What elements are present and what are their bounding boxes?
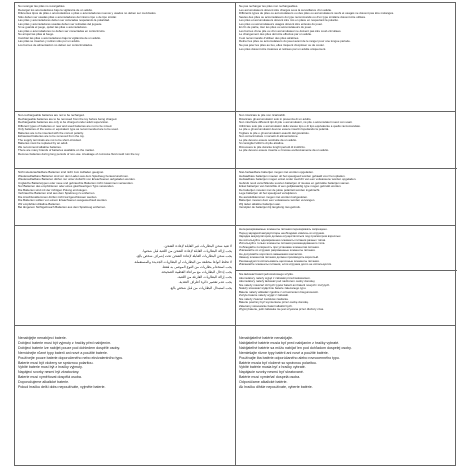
warning-line: Herlaadbare batterijen mogen enkel onder toezicht van een volwassene worden opgeladen. xyxy=(239,178,357,182)
warning-line: Les bornes d'une pile ou d'un accumulateur ne doivent pas être court-circuitées. xyxy=(239,29,342,33)
warning-line: Používajte iba batérie odporúčaného alebo rovnocenného typu. xyxy=(239,355,340,360)
warning-line: لا تعيد شحن البطاريات غير القابلة لإعادة الشحن. xyxy=(163,244,232,248)
warning-line: Le pile e gli accumulatori devono essere inseriti rispettando la polarità. xyxy=(239,128,329,132)
warning-line: Pokud hračku delší dobu nepoužíváte, vyjměte baterie. xyxy=(18,385,106,390)
warning-line: Dobíjecí baterie lze nabíjet pouze pod dohledem dospělé osoby. xyxy=(18,345,121,350)
warning-line: Rechargeable batteries are only to be charged under adult supervision. xyxy=(18,121,109,125)
warning-line: Извлекайте из игрушки разряженные элементы питания. xyxy=(239,249,316,253)
warning-line: Only batteries of the same or equivalent type as recommended are to be used. xyxy=(18,128,119,132)
warning-line: Gebruik nooit verschillende soorten batterijen of nieuwe en gebruikte batterijen samen. xyxy=(239,181,350,185)
warning-line: Nabíjateľné batérie sa môžu nabíjať len pod dohľadom dospelej osoby. xyxy=(239,345,352,350)
warning-line: يجب إدخال البطاريات مع مراعاة القطبية الصحيحة. xyxy=(160,270,232,275)
warning-line: Ricaricare gli accumulatori solo in presenza di un adulto. xyxy=(239,117,312,121)
warning-line: Sólo deben ser usadas pilas o acumuladores del mismo tipo o de tipo similar. xyxy=(18,15,117,19)
warning-line: En fin de partie, ôter les piles ou accumulateurs du jouet. xyxy=(239,26,312,30)
warning-line: Nemiešajte rôzne typy batérií ani nové a použité batérie. xyxy=(239,350,329,355)
warning-line: Замену элементов питания должен производить взрослый. xyxy=(239,256,319,260)
warning-line: Exhausted batteries are to be removed from the toy. xyxy=(18,135,85,139)
warning-line: Не допускайте короткого замыкания контактов. xyxy=(239,252,303,256)
warning-line: Seules des piles ou accumulateurs du type recommandé ou d'un type similaire doivent être utilisés. xyxy=(239,15,366,19)
warning-line: Nur Batterien des empfohlenen oder eines gleichwertigen Typs verwenden. xyxy=(18,185,115,189)
warning-line: There are many brands of batteries available on the market. xyxy=(18,149,95,153)
warning-line: Akumulatory należy wyjąć z zabawki przed ładowaniem. xyxy=(239,276,311,280)
warning-line: Rimuovere le pile durante lunghi periodi di inutilizzo. xyxy=(239,145,306,149)
warning-line: Nenabíjejte nenabíjecí baterie. xyxy=(18,336,67,340)
warning-line: Verwijder de batterijen bij langdurig niet-gebruik. xyxy=(239,206,301,210)
warning-line: Należy stosować wyłącznie baterie zalecanego typu. xyxy=(239,287,307,291)
section-ar xyxy=(15,226,235,325)
warning-line: De batterijen moeten met de juiste polariteit worden ingebracht. xyxy=(239,188,321,192)
warning-line: Le changement des piles doit être effectué par un adulte. xyxy=(239,33,312,37)
warning-line: يجب شحن البطاريات القابلة لإعادة الشحن تحت إشراف شخص بالغ. xyxy=(136,254,232,259)
warning-line: Batteries must be replaced by an adult. xyxy=(18,142,69,146)
warning-line: Différents types de piles ou accumulateurs ou des piles ou accumulateurs neufs et usagés ne doivent pas être mélangés. xyxy=(239,12,395,16)
warning-line: Las pilas y acumuladores deben ser colocadas respetando la polaridad. xyxy=(18,19,110,23)
warning-line: Извлекайте элементы питания, если игрушка долго не используется. xyxy=(239,263,332,267)
warning-line: Cambiar las pilas o acumuladores bajo la vigilancia de un adulto. xyxy=(18,36,102,40)
warning-line: Las pilas y acumuladores usadas deben ser retiradas del juguete. xyxy=(18,22,103,26)
warning-line: Nemíchejte různé typy baterií ani nové a použité baterie. xyxy=(18,350,108,355)
warning-line: يجب إزالة البطاريات الفارغة من اللعبة. xyxy=(177,275,232,280)
warning-line: Wyjmij baterie, jeśli zabawka nie jest używana przez dłuższy czas. xyxy=(239,308,324,312)
warning-line: Wiederaufladbare Batterien dürfen nur unter Aufsicht von Erwachsenen aufgeladen werden. xyxy=(18,178,136,182)
warning-line: Vybité baterie musí být z hračky vyjmuty. xyxy=(18,365,83,370)
warning-line: Baterie należy wkładać zgodnie z oznaczeniem biegunowości. xyxy=(239,290,319,294)
warning-line: لا تخلط أنواعا مختلفة من البطاريات أو البطاريات الجديدة والمستعملة. xyxy=(133,259,232,264)
warning-line: Odporúčame alkalické batérie. xyxy=(239,380,288,385)
warning-line: Неперезаряжаемые элементы питания перезаряжать запрещено. xyxy=(239,228,328,231)
warning-line: Remove batteries during long periods of non-use. A leakage of corrosive fluid could ruin the toy. xyxy=(18,153,140,157)
warning-line: Rechargeable batteries are to be removed from the toy before being charged. xyxy=(18,117,118,121)
warning-line: Verbrauchte Batterien sind aus dem Spielzeug zu entfernen. xyxy=(18,192,96,196)
warning-line: Batteries are to be inserted with the correct polarity. xyxy=(18,131,84,135)
warning-line: Enkel batterijen van hetzelfde of een gelijkwaardig type mogen gebruikt worden. xyxy=(239,185,342,189)
warning-line: Le pile devono essere sostituite da un adulto. xyxy=(239,138,298,142)
warning-line: Ne pas recharger les piles non rechargeables. xyxy=(239,5,299,8)
warning-line: De aansluitklemmen mogen niet worden kortgesloten. xyxy=(239,195,308,199)
warning-line: Nie ładować baterii jednorazowego użytku. xyxy=(239,273,294,276)
warning-line: يجب عدم تقصير دائرة أطراف التغذية. xyxy=(178,280,232,285)
warning-line: Non-rechargeable batteries are not to be recharged. xyxy=(18,114,85,117)
warning-line: Используйте только элементы питания рекомендованного типа. xyxy=(239,242,326,246)
warning-line: Si consiglia l'utilizzo di pile alcaline. xyxy=(239,142,285,146)
warning-line: Nenabíjateľné batérie nenabíjajte. xyxy=(239,336,293,340)
warning-line: Los bornes de alimentación no deben ser cortocircuitados. xyxy=(18,44,93,48)
warning-line: Togliere le pile o gli accumulatori esauriti dal giocattolo. xyxy=(239,131,310,135)
warning-line: Соблюдайте полярность при установке элементов питания. xyxy=(239,245,320,249)
section-sk xyxy=(236,326,457,467)
warning-line: Les piles ou accumulateurs usagés doivent être enlevés du jouet. xyxy=(239,22,323,26)
warning-line: Die Anschlussklemmen dürfen nicht kurzgeschlossen werden. xyxy=(18,195,98,199)
warning-line: Používejte pouze baterie doporučeného nebo ekvivalentního typu. xyxy=(18,355,124,360)
warning-line: Doporučujeme alkalické baterie. xyxy=(18,380,70,385)
warning-line: Si se guarda el juego, quitar las pilas o acumuladores. xyxy=(18,26,88,30)
warning-line: Zużyte baterie należy wyjąć z zabawki. xyxy=(239,294,289,298)
warning-line: Batérie musia byť vložené so správnou polaritou. xyxy=(239,360,317,365)
warning-line: Akumulatory należy ładować pod nadzorem osoby dorosłej. xyxy=(239,280,316,284)
warning-line: Die Batterien sollten von einem Erwachsenen ausgewechselt werden. xyxy=(18,199,108,203)
warning-line: Non ricaricare le pile non ricaricabili. xyxy=(239,114,286,117)
warning-line: Las pilas o acumuladores no deben ser conectadas en cortocircuito. xyxy=(18,29,106,33)
warning-line: Il est recommandé d'utiliser des piles alcalines. xyxy=(239,36,300,40)
warning-line: Baterie musí být vloženy se správnou polaritou. xyxy=(18,360,94,365)
warning-line: Wir empfehlen Alkaline-Batterien. xyxy=(18,202,61,206)
warning-line: Ne pas jeter les piles au feu, elles risquent d'exploser ou de couler. xyxy=(239,44,325,48)
warning-line: Baterie powinny być wymieniane przez osobę dorosłą. xyxy=(239,301,309,305)
warning-line: Herlaadbare batterijen moeten uit het speelgoed worden gehaald voor het opladen. xyxy=(239,174,346,178)
warning-line: Nie należy mieszać różnych typów baterii ani baterii nowych i zużytych. xyxy=(239,283,331,287)
warning-line: Die Batterien sind mit der richtigen Polung einzulegen. xyxy=(18,188,88,192)
warning-line: Diferentes tipos de pilas o acumuladores o pilas o acumuladores nuevos y usados no deben ser mezclados. xyxy=(18,12,157,16)
warning-line: Non mischiare differenti tipi di pile o accumulatori, né pile o accumulatori nuovi con usati. xyxy=(239,121,353,125)
battery-warning-sheet xyxy=(14,2,456,466)
warning-line: Batérie musí vymieňať dospelá osoba. xyxy=(239,375,301,380)
warning-line: Зарядка аккумуляторов должна осуществляться под присмотром взрослых. xyxy=(239,235,342,239)
section-it xyxy=(236,112,457,168)
warning-line: Vybité batérie musia byť z hračky vybraté. xyxy=(239,365,306,370)
warning-line: Napájacie svorky nesmú byť skratované. xyxy=(239,370,304,375)
warning-line: Nie należy zwierać zacisków zasilania. xyxy=(239,297,289,301)
warning-line: Batterijen moeten door een volwassene worden vervangen. xyxy=(239,199,316,203)
section-fr xyxy=(236,3,457,111)
warning-line: يجب استبدال البطاريات من قبل شخص بالغ. xyxy=(169,285,232,290)
warning-line: Перед зарядкой аккумуляторы необходимо извлечь из игрушки. xyxy=(239,231,325,235)
warning-line: Zalecamy stosowanie baterii alkalicznych. xyxy=(239,304,293,308)
section-nl xyxy=(236,169,457,225)
warning-line: Utilizzare solo pile o accumulatori dello stesso tipo o di tipo equivalente a quello raccomandato. xyxy=(239,124,361,128)
warning-line: Nabíjateľné batérie musia byť pred nabíjaním z hračky vybraté. xyxy=(239,340,340,345)
warning-line: Niet-herlaadbare batterijen mogen niet worden opgeladen. xyxy=(239,171,314,174)
warning-line: Les piles doivent être insérées et retirées par un adulte uniquement. xyxy=(239,47,327,51)
warning-line: Les accumulateurs doivent être chargés sous la surveillance d'un adulte. xyxy=(239,8,332,12)
warning-line: Retirer les piles ou accumulateurs du jouet avant de le ranger pour une longue période. xyxy=(239,40,351,44)
section-es xyxy=(15,3,235,111)
warning-line: Las pilas se insertan y retiran sólo por un adulto. xyxy=(18,40,81,44)
section-pl xyxy=(236,271,457,325)
section-cs xyxy=(15,326,235,467)
warning-line: Dobíjecí baterie musí být vyjmuty z hračky před nabíjením. xyxy=(18,340,112,345)
warning-line: Les piles et accumulateurs doivent être mis en place en respectant la polarité. xyxy=(239,19,339,23)
warning-line: Bei längerem Nichtgebrauch Batterien aus dem Spielzeug entfernen. xyxy=(18,206,107,210)
warning-line: Wiederaufladbare Batterien sind vor dem Laden aus dem Spielzeug herauszunehmen. xyxy=(18,174,129,178)
warning-line: No arrojar las pilas al fuego. xyxy=(18,33,54,37)
warning-line: Baterie musí vyměňovat dospělá osoba. xyxy=(18,375,82,380)
warning-line: The supply terminals are not to be short-circuited. xyxy=(18,138,82,142)
section-de xyxy=(15,169,235,225)
warning-line: Wij raden alkaline batterijen aan. xyxy=(239,202,281,206)
warning-line: Different types of batteries or new and used batteries are not to be mixed. xyxy=(18,124,113,128)
warning-line: Nicht wiederaufladbare Batterien sind nicht zum Aufladen geeignet. xyxy=(18,171,104,174)
warning-line: Рекомендуется использовать щелочные элементы питания. xyxy=(239,259,320,263)
warning-line: Napájecí svorky nesmí být zkratovány. xyxy=(18,370,80,375)
section-ru xyxy=(236,226,457,270)
warning-line: Non cortocircuitare i morsetti di alimentazione. xyxy=(239,135,299,139)
warning-line: يجب إزالة البطاريات القابلة لإعادة الشحن من اللعبة قبل شحنها. xyxy=(142,249,232,254)
warning-line: No recargar las pilas no recargables. xyxy=(18,5,66,8)
warning-line: Не используйте одновременно элементы питания разных типов. xyxy=(239,238,326,242)
warning-line: We recommend alkaline batteries. xyxy=(18,145,62,149)
warning-line: Le pile devono essere inserite e rimosse esclusivamente da un adulto. xyxy=(239,149,329,153)
warning-line: Ungleiche Batterietypen oder neue und gebrauchte Batterien nicht zusammen verwenden. xyxy=(18,181,134,185)
warning-line: يجب استخدام بطاريات من النوع الموصى به فقط. xyxy=(161,264,232,269)
warning-line: Recargar los acumuladores bajo la vigilancia de un adulto. xyxy=(18,8,93,12)
warning-line: Lege batterijen uit het speelgoed verwijderen. xyxy=(239,192,298,196)
section-en xyxy=(15,112,235,168)
warning-line: Ak hračku dlhšie nepoužívate, vyberte batérie. xyxy=(239,385,313,390)
